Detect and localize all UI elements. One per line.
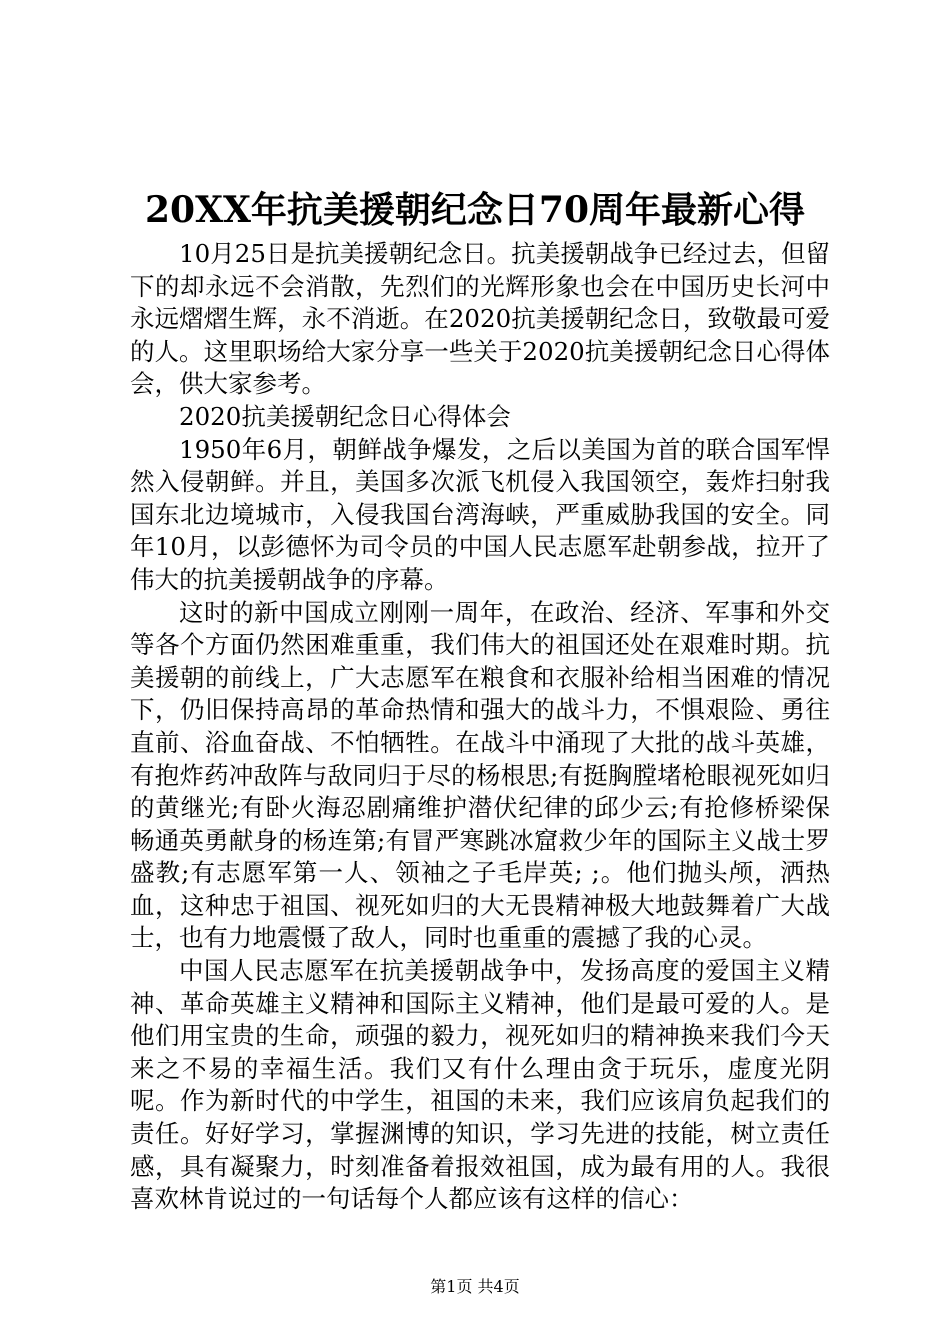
paragraph-intro: 10月25日是抗美援朝纪念日。抗美援朝战争已经过去，但留下的却永远不会消散，先烈们的光辉形象也会在中国历史长河中永远熠熠生辉，永不消逝。在2020抗美援朝纪念日，致敬最可爱的人。这里职场给大家分享一些关于2020抗美援朝纪念日心得体会，供大家参考。 — [130, 239, 830, 399]
document-body — [130, 238, 830, 1216]
page-number-footer: 第1页 共4页 — [430, 1277, 520, 1296]
paragraph-subheading: 2020抗美援朝纪念日心得体会 — [179, 401, 511, 431]
paragraph-heroes: 这时的新中国成立刚刚一周年，在政治、经济、军事和外交等各个方面仍然困难重重，我们伟大的祖国还处在艰难时期。抗美援朝的前线上，广大志愿军在粮食和衣服补给相当困难的情况下，仍旧保持高昂的革命热情和强大的战斗力，不惧艰险、勇往直前、浴血奋战、不怕牺牲。在战斗中涌现了大批的战斗英雄，有抱炸药冲敌阵与敌同归于尽的杨根思;有挺胸膛堵枪眼视死如归的黄继光;有卧火海忍剧痛维护潜伏纪律的邱少云;有抢修桥梁保畅通英勇献身的杨连第;有冒严寒跳冰窟救少年的国际主义战士罗盛教;有志愿军第一人、领袖之子毛岸英; ;。他们抛头颅，洒热血，这种忠于祖国、视死如归的大无畏精神极大地鼓舞着广大战士，也有力地震慑了敌人，同时也重重的震撼了我的心灵。 — [130, 597, 830, 953]
document-title: 20XX年抗美援朝纪念日70周年最新心得 — [144, 189, 806, 231]
paragraph-reflection: 中国人民志愿军在抗美援朝战争中，发扬高度的爱国主义精神、革命英雄主义精神和国际主义精神，他们是最可爱的人。是他们用宝贵的生命，顽强的毅力，视死如归的精神换来我们今天来之不易的幸福生活。我们又有什么理由贪于玩乐，虚度光阴呢。作为新时代的中学生，祖国的未来，我们应该肩负起我们的责任。好好学习，掌握渊博的知识，学习先进的技能，树立责任感，具有凝聚力，时刻准备着报效祖国，成为最有用的人。我很喜欢林肯说过的一句话每个人都应该有这样的信心： — [130, 956, 830, 1214]
paragraph-history: 1950年6月，朝鲜战争爆发，之后以美国为首的联合国军悍然入侵朝鲜。并且，美国多次派飞机侵入我国领空，轰炸扫射我国东北边境城市，入侵我国台湾海峡，严重威胁我国的安全。同年10月，以彭德怀为司令员的中国人民志愿军赴朝参战，拉开了伟大的抗美援朝战争的序幕。 — [130, 434, 830, 594]
